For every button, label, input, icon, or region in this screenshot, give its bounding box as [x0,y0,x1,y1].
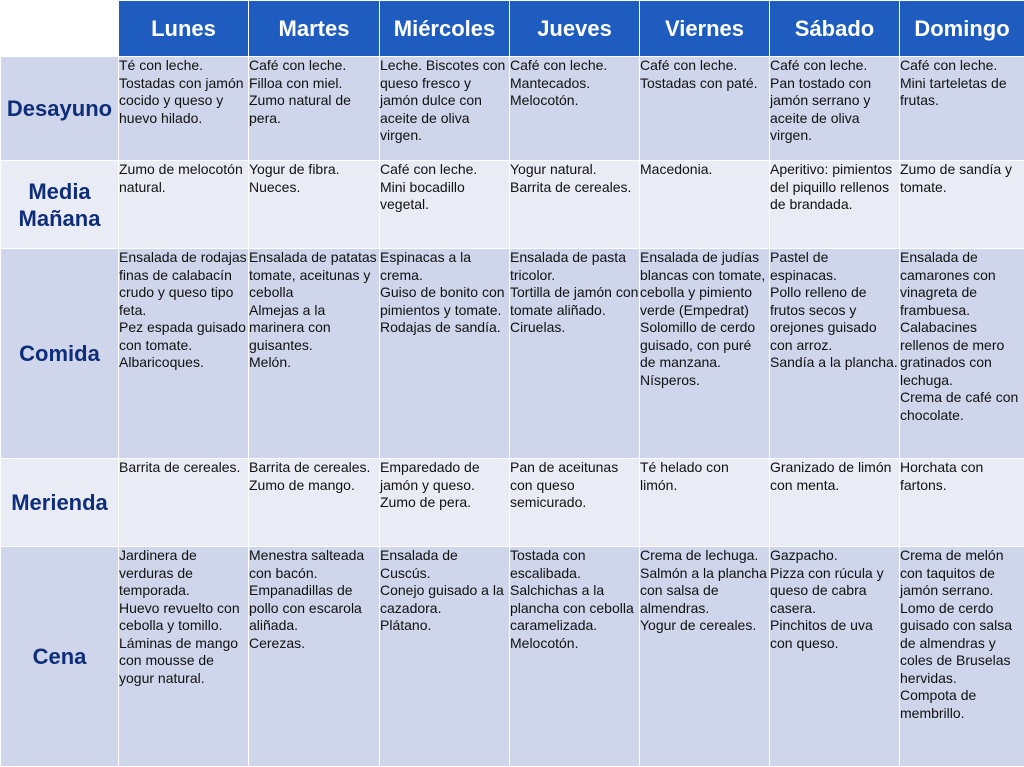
menu-cell: Barrita de cereales. [119,459,249,547]
meal-label-desayuno: Desayuno [1,57,119,161]
menu-cell: Emparedado de jamón y queso. Zumo de pera. [380,459,510,547]
menu-cell: Ensalada de pasta tricolor. Tortilla de jamón con tomate aliñado. Ciruelas. [510,249,640,459]
menu-cell: Horchata con fartons. [900,459,1024,547]
meal-row-media-manana [1,161,1024,249]
menu-cell: Aperitivo: pimientos del piquillo rellenos de brandada. [770,161,900,249]
meal-row-comida [1,249,1024,459]
menu-cell: Yogur natural. Barrita de cereales. [510,161,640,249]
menu-cell: Ensalada de rodajas finas de calabacín crudo y queso tipo feta. Pez espada guisado con tomate. Albaricoques. [119,249,249,459]
menu-cell: Zumo de sandía y tomate. [900,161,1024,249]
menu-cell: Café con leche. Mini tarteletas de frutas. [900,57,1024,161]
meal-row-merienda [1,459,1024,547]
menu-cell: Pastel de espinacas. Pollo relleno de frutos secos y orejones guisado con arroz. Sandía a la plancha. [770,249,900,459]
menu-cell: Gazpacho. Pizza con rúcula y queso de cabra casera. Pinchitos de uva con queso. [770,547,900,767]
menu-cell: Zumo de melocotón natural. [119,161,249,249]
day-header-lunes: Lunes [119,1,249,57]
menu-cell: Café con leche. Mini bocadillo vegetal. [380,161,510,249]
menu-cell: Crema de melón con taquitos de jamón serrano. Lomo de cerdo guisado con salsa de almendras y coles de Bruselas hervidas. Compota de membrillo. [900,547,1024,767]
menu-cell: Pan de aceitunas con queso semicurado. [510,459,640,547]
menu-cell: Espinacas a la crema. Guiso de bonito con pimientos y tomate. Rodajas de sandía. [380,249,510,459]
meal-row-desayuno [1,57,1024,161]
menu-cell: Café con leche. Filloa con miel. Zumo natural de pera. [249,57,380,161]
menu-cell: Ensalada de judías blancas con tomate, cebolla y pimiento verde (Empedrat) Solomillo de cerdo guisado, con puré de manzana. Nísperos. [640,249,770,459]
menu-cell: Leche. Biscotes con queso fresco y jamón dulce con aceite de oliva virgen. [380,57,510,161]
menu-cell: Té con leche. Tostadas con jamón cocido y queso y huevo hilado. [119,57,249,161]
menu-cell: Ensalada de Cuscús. Conejo guisado a la cazadora. Plátano. [380,547,510,767]
menu-cell: Granizado de limón con menta. [770,459,900,547]
day-header-domingo: Domingo [900,1,1024,57]
menu-cell: Ensalada de patatas tomate, aceitunas y cebolla Almejas a la marinera con guisantes. Melón. [249,249,380,459]
menu-cell: Té helado con limón. [640,459,770,547]
meal-row-cena [1,547,1024,767]
day-header-sabado: Sábado [770,1,900,57]
menu-cell: Crema de lechuga. Salmón a la plancha con salsa de almendras. Yogur de cereales. [640,547,770,767]
corner-cell [1,1,119,57]
menu-cell: Macedonia. [640,161,770,249]
menu-cell: Yogur de fibra. Nueces. [249,161,380,249]
meal-label-media-manana: Media Mañana [1,161,119,249]
menu-cell: Menestra salteada con bacón. Empanadillas de pollo con escarola aliñada. Cerezas. [249,547,380,767]
menu-cell: Café con leche. Mantecados. Melocotón. [510,57,640,161]
menu-cell: Café con leche. Pan tostado con jamón serrano y aceite de oliva virgen. [770,57,900,161]
day-header-viernes: Viernes [640,1,770,57]
menu-cell: Ensalada de camarones con vinagreta de frambuesa. Calabacines rellenos de mero gratinados con lechuga. Crema de café con chocolate. [900,249,1024,459]
meal-label-cena: Cena [1,547,119,767]
day-header-miercoles: Miércoles [380,1,510,57]
menu-cell: Barrita de cereales. Zumo de mango. [249,459,380,547]
meal-label-merienda: Merienda [1,459,119,547]
day-header-martes: Martes [249,1,380,57]
menu-cell: Jardinera de verduras de temporada. Huevo revuelto con cebolla y tomillo. Láminas de mango con mousse de yogur natural. [119,547,249,767]
meal-label-comida: Comida [1,249,119,459]
menu-cell: Tostada con escalibada. Salchichas a la plancha con cebolla caramelizada. Melocotón. [510,547,640,767]
day-header-jueves: Jueves [510,1,640,57]
header-row [1,1,1024,57]
menu-cell: Café con leche. Tostadas con paté. [640,57,770,161]
